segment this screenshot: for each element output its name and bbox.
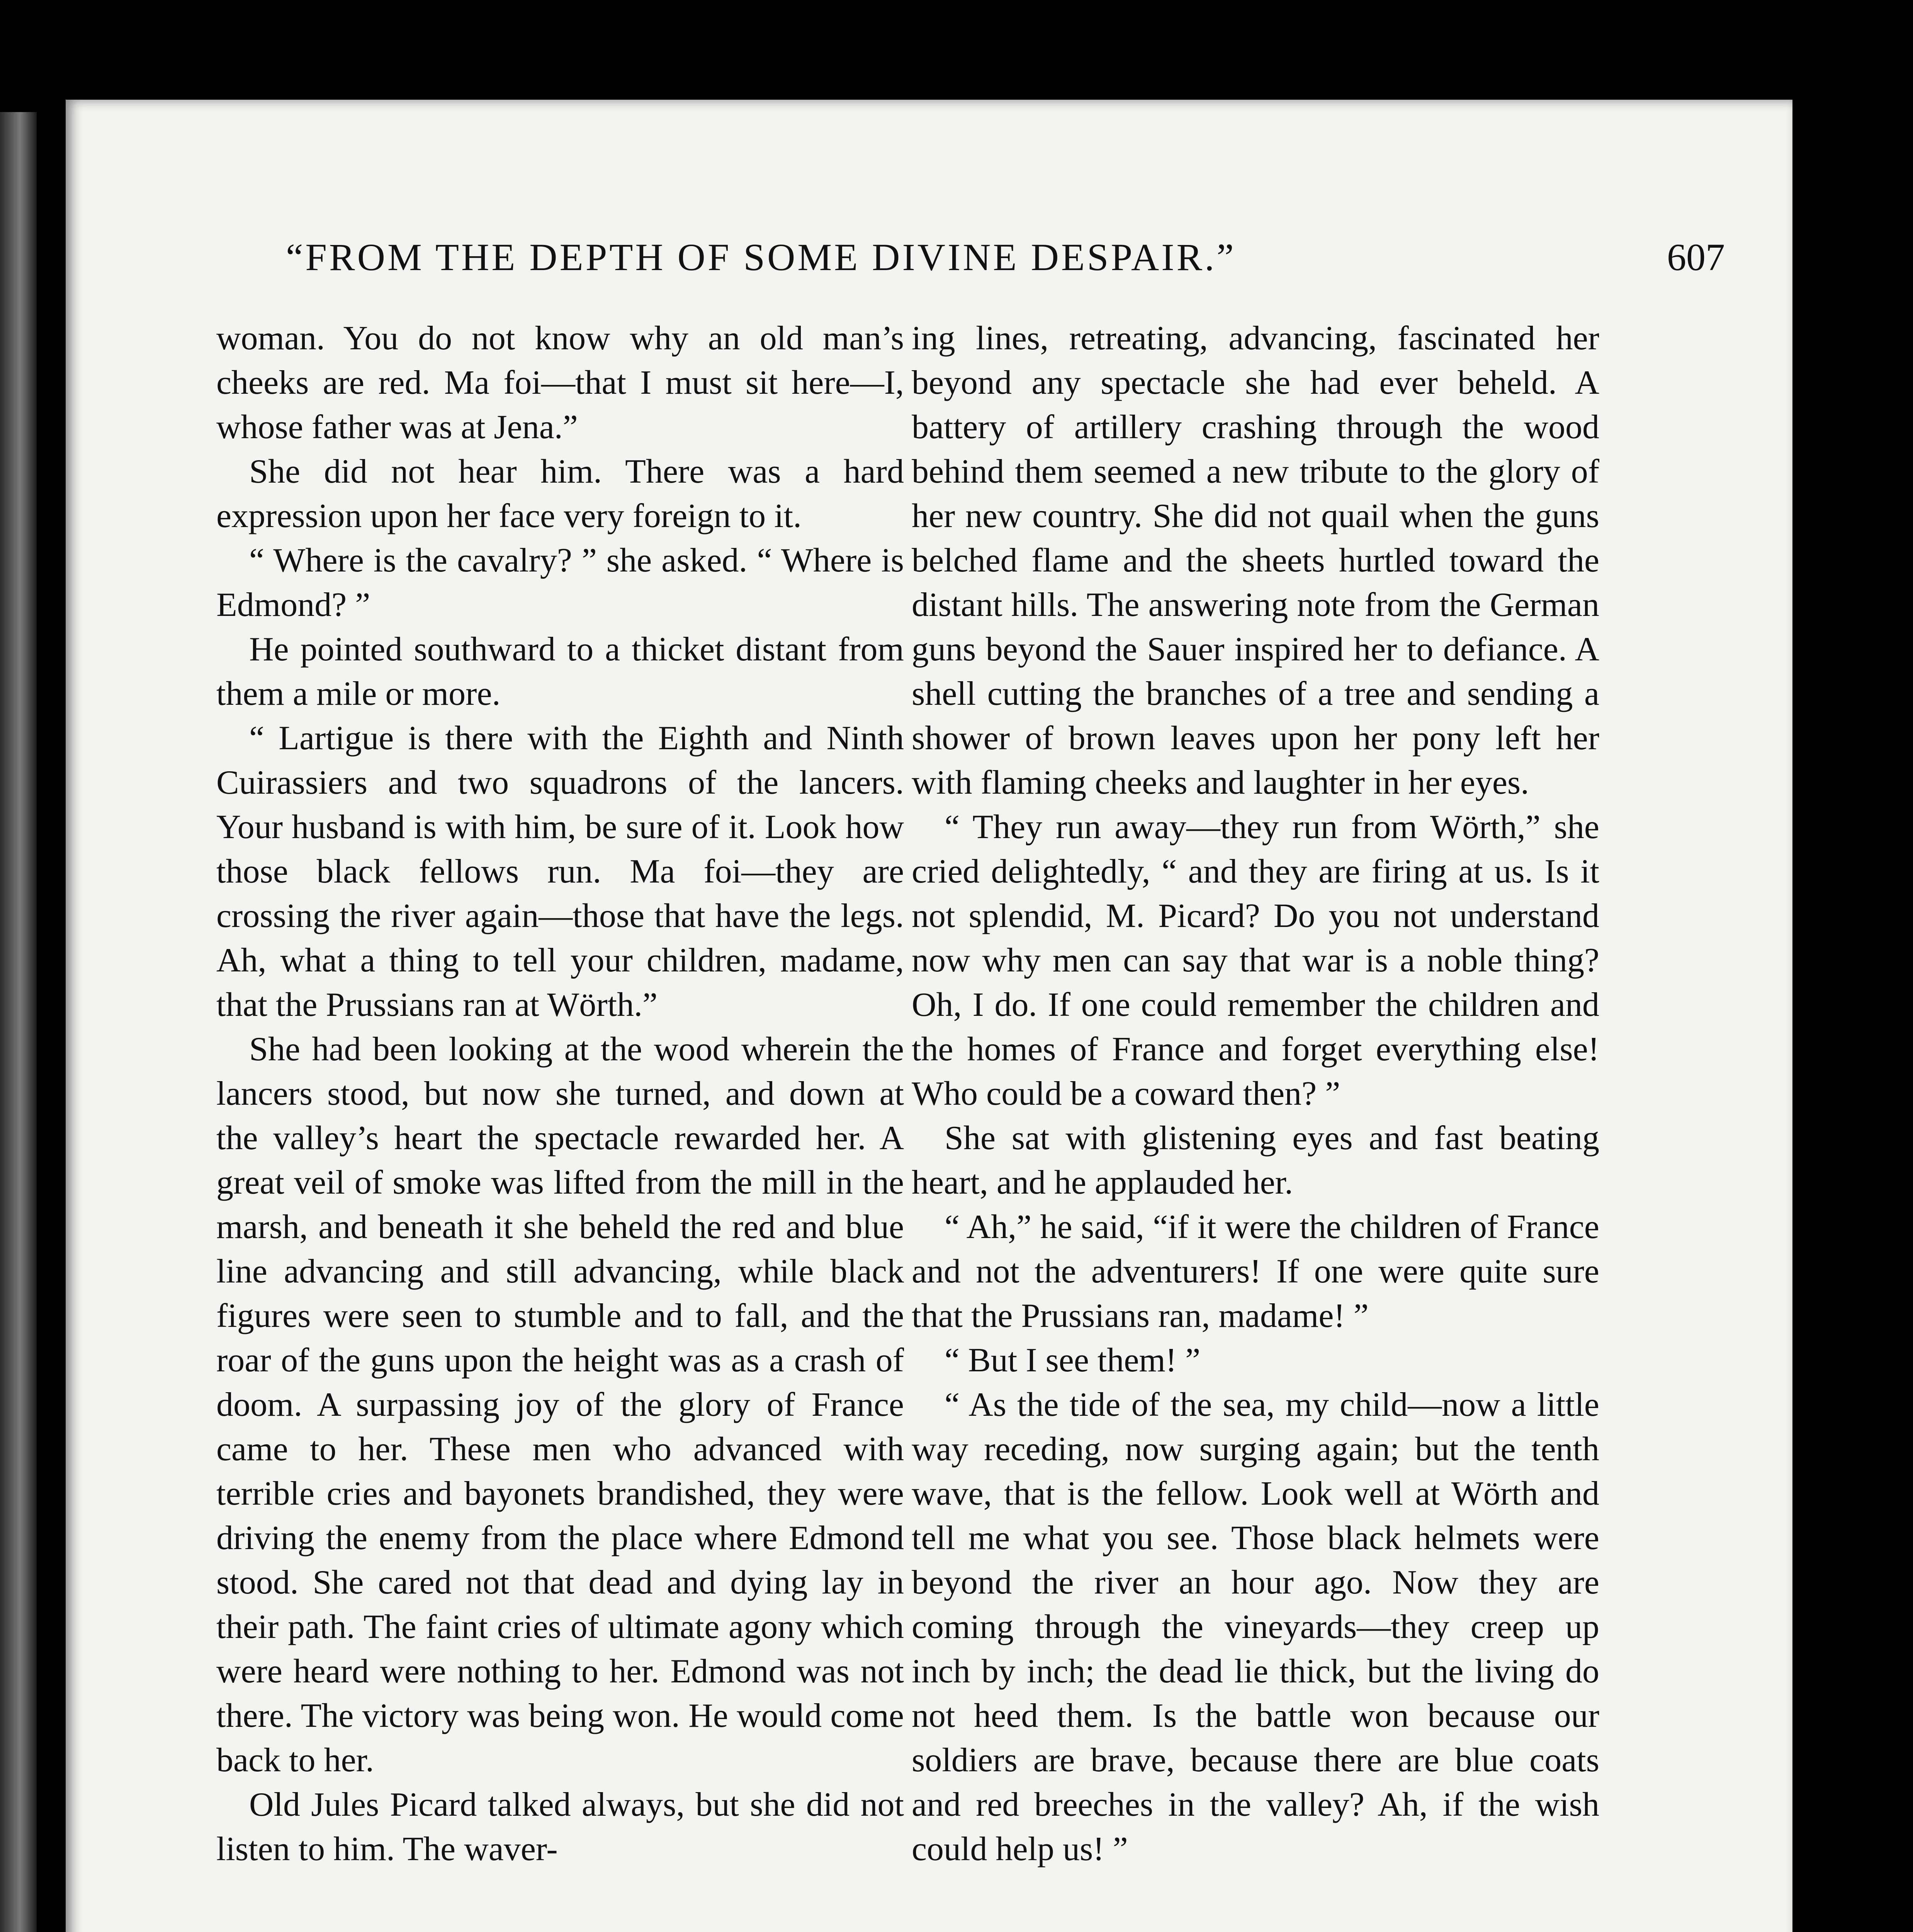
paragraph: She had been looking at the wood wherein the lancers stood, but now she turned, and down at the valley’s heart the spectacle rewarded her. A great veil of smoke was lifted from the mill in the marsh, and beneath it she beheld the red and blue line advancing and still advancing, while black figures were seen to stumble and to fall, and the roar of the guns upon the height was as a crash of doom. A surpassing joy of the glory of France came to her. These men who advanced with terrible cries and bayonets brandished, they were driving the enemy from the place where Edmond stood. She cared not that dead and dying lay in their path. The faint cries of ultimate agony which were heard were nothing to her. Edmond was not there. The victory was being won. He would come back to her. [216, 1031, 904, 1779]
book-page [66, 100, 1792, 1932]
facing-page-edge [0, 112, 37, 1932]
paragraph: She did not hear him. There was a hard expression upon her face very foreign to it. [216, 453, 904, 535]
paragraph: “ Where is the cavalry? ” she asked. “ Where is Edmond? ” [216, 542, 904, 624]
paragraph: “ Lartigue is there with the Eighth and Ninth Cuirassiers and two squadrons of the lancers. Your husband is with him, be sure of it. Look how those black fellows run. Ma foi—they are crossing the river again—those that have the legs. Ah, what a thing to tell your children, madame, that the Prussians ran at Wörth.” [216, 719, 904, 1024]
paragraph: “ As the tide of the sea, my child—now a little way receding, now surging again; but the tenth wave, that is the fellow. Look well at Wörth and tell me what you see. Those black helmets were beyond the river an hour ago. Now they are coming through the vineyards—they creep up inch by inch; the dead lie thick, but the living do not heed them. Is the battle won because our soldiers are brave, because there are blue coats and red breeches in the valley? Ah, if the wish could help us! ” [912, 1386, 1599, 1868]
paragraph: ing lines, retreating, advancing, fascinated her beyond any spectacle she had ever beheld. A battery of artillery crashing through the wood behind them seemed a new tribute to the glory of her new country. She did not quail when the guns belched flame and the sheets hurtled toward the distant hills. The answering note from the German guns beyond the Sauer inspired her to defiance. A shell cutting the branches of a tree and sending a shower of brown leaves upon her pony left her with flaming cheeks and laughter in her eyes. [912, 320, 1599, 801]
paragraph: She sat with glistening eyes and fast beating heart, and he applauded her. [912, 1119, 1599, 1201]
page-header [66, 235, 1792, 285]
running-head: “FROM THE DEPTH OF SOME DIVINE DESPAIR.” [286, 236, 1236, 279]
paragraph: woman. You do not know why an old man’s cheeks are red. Ma foi—that I must sit here—I, whose father was at Jena.” [216, 320, 904, 446]
left-text-column [216, 316, 904, 1871]
paragraph: “ But I see them! ” [945, 1342, 1201, 1379]
page-number: 607 [1667, 236, 1725, 279]
paragraph: “ They run away—they run from Wörth,” she cried delightedly, “ and they are firing at us. Is it not splendid, M. Picard? Do you not understand now why men can say that war is a noble thing? Oh, I do. If one could remember the children and the homes of France and forget everything else! Who could be a coward then? ” [912, 808, 1599, 1112]
paragraph: He pointed southward to a thicket distant from them a mile or more. [216, 631, 904, 713]
paragraph: “ Ah,” he said, “if it were the children of France and not the adventurers! If one were quite sure that the Prussians ran, madame! ” [912, 1208, 1599, 1335]
right-text-column [912, 316, 1599, 1871]
paragraph: Old Jules Picard talked always, but she did not listen to him. The waver- [216, 1786, 904, 1868]
